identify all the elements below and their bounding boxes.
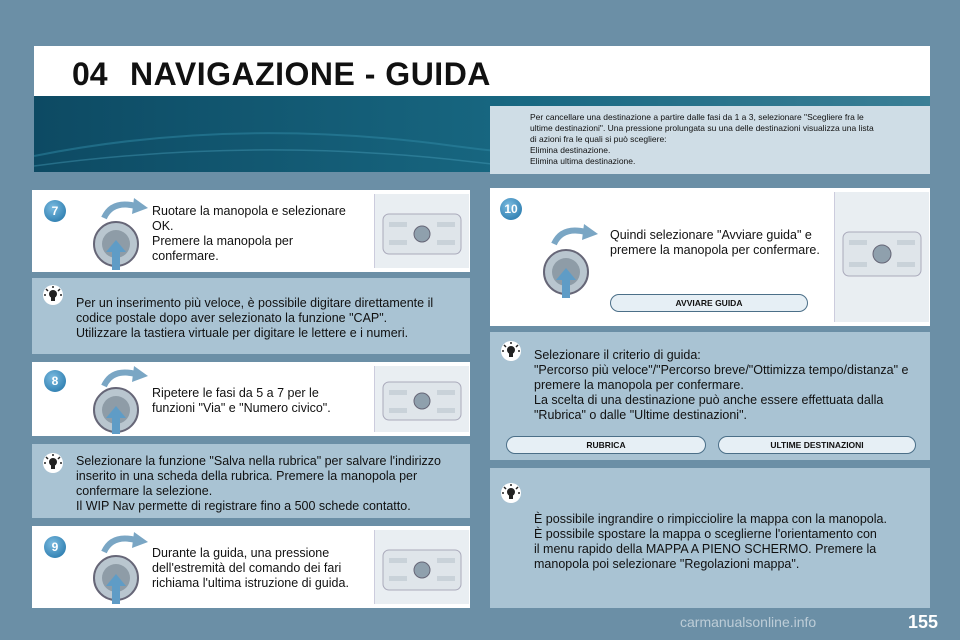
tip-1-card xyxy=(32,278,470,354)
top-note-line: Elimina destinazione. xyxy=(530,145,611,155)
page-title: NAVIGAZIONE - GUIDA xyxy=(130,56,491,92)
knob-press-icon xyxy=(538,222,600,302)
ultime-destinazioni-button[interactable]: ULTIME DESTINAZIONI xyxy=(718,436,916,454)
rubrica-button[interactable]: RUBRICA xyxy=(506,436,706,454)
tip-1-text: Per un inserimento più veloce, è possibile digitare direttamente il codice postale dopo aver selezionato la funzione "CAP". Utilizzare la tastiera virtuale per digitare le lettere e i numeri. xyxy=(76,296,434,340)
avviare-guida-button[interactable]: AVVIARE GUIDA xyxy=(610,294,808,312)
top-note-line: ultime destinazioni". Una pressione prolungata su una delle destinazioni visualizza una lista xyxy=(530,123,874,133)
step-10-badge: 10 xyxy=(500,198,522,220)
tip-3-text: Selezionare il criterio di guida: "Percorso più veloce"/"Percorso breve/"Ottimizza tempo/distanza" e premere la manopola per confermare. La scelta di una destinazione può anche essere effettuata dalla "Rubrica" o dalle "Ultime destinazioni". xyxy=(534,348,909,422)
tip-2-text: Selezionare la funzione "Salva nella rubrica" per salvare l'indirizzo inserito in una scheda della rubrica. Premere la manopola per confermare la selezione. Il WIP Nav permette di registrare fino a 500 schede contatto. xyxy=(76,454,441,513)
radio-panel-image xyxy=(374,530,469,604)
lightbulb-icon xyxy=(500,482,522,504)
chapter-number: 04 xyxy=(72,56,108,92)
top-note-line: di azioni fra le quali si può scegliere: xyxy=(530,134,667,144)
top-note-line: Per cancellare una destinazione a partire dalle fasi da 1 a 3, selezionare "Scegliere fra le xyxy=(530,112,864,122)
lightbulb-icon xyxy=(42,284,64,306)
knob-rotate-icon xyxy=(88,196,150,272)
top-note-line: Elimina ultima destinazione. xyxy=(530,156,636,166)
step-9-badge: 9 xyxy=(44,536,66,558)
step-10-card xyxy=(490,188,930,326)
watermark: carmanualsonline.info xyxy=(680,614,817,630)
lightbulb-icon xyxy=(42,452,64,474)
step-7-text: Ruotare la manopola e selezionare OK. Premere la manopola per confermare. xyxy=(152,204,346,263)
step-9-text: Durante la guida, una pressione dell'estremità del comando dei fari richiama l'ultima istruzione di guida. xyxy=(152,546,349,590)
tip-2-card xyxy=(32,444,470,518)
top-note xyxy=(490,106,930,174)
page-number: 155 xyxy=(907,612,938,632)
radio-panel-image xyxy=(374,194,469,268)
radio-panel-image xyxy=(834,192,929,322)
step-8-card xyxy=(32,362,470,436)
step-8-text: Ripetere le fasi da 5 a 7 per le funzioni "Via" e "Numero civico". xyxy=(152,386,331,415)
step-10-text: Quindi selezionare "Avviare guida" e premere la manopola per confermare. xyxy=(610,228,820,257)
radio-panel-image xyxy=(374,366,469,432)
step-7-card xyxy=(32,190,470,272)
step-8-badge: 8 xyxy=(44,370,66,392)
step-7-badge: 7 xyxy=(44,200,66,222)
tip-4-text: È possibile ingrandire o rimpicciolire la mappa con la manopola. È possibile spostare la mappa o sceglierne l'orientamento con il menu rapido della MAPPA A PIENO SCHERMO. Premere la manopola poi selezionare "Regolazioni mappa". xyxy=(534,512,887,571)
tip-4-card xyxy=(490,468,930,608)
knob-press-icon xyxy=(88,364,150,436)
tip-3-card xyxy=(490,332,930,460)
step-9-card xyxy=(32,526,470,608)
knob-press-icon xyxy=(88,530,150,606)
lightbulb-icon xyxy=(500,340,522,362)
